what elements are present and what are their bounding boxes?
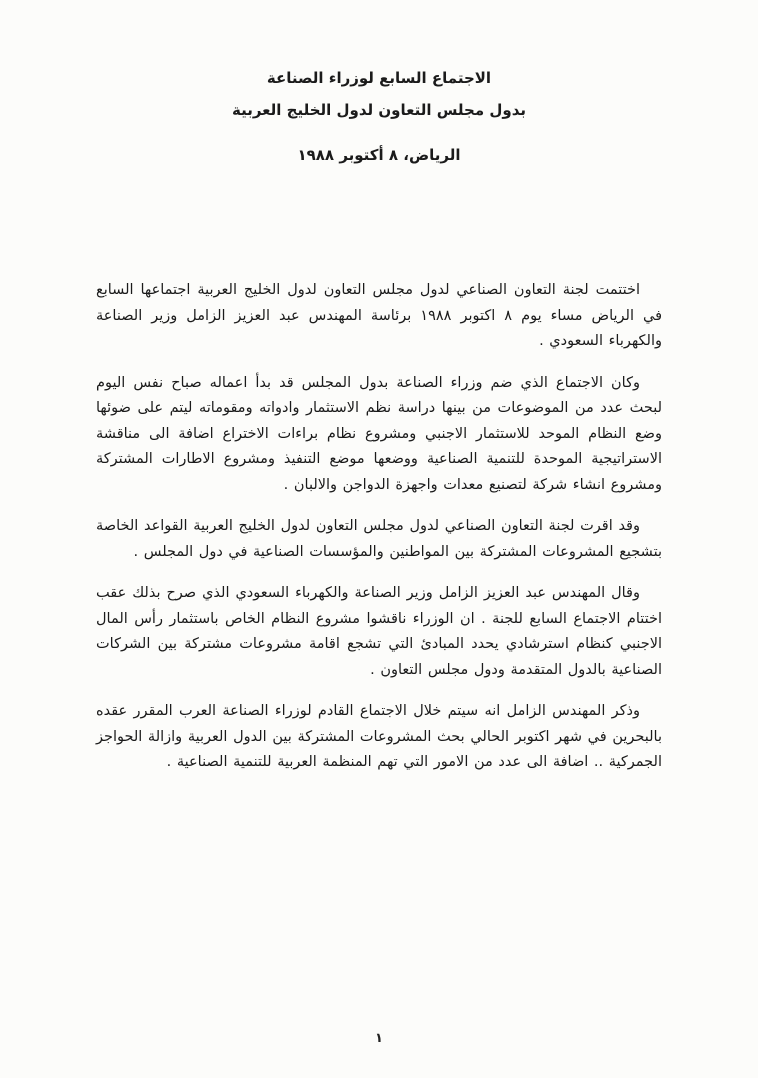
paragraph-3: وقد اقرت لجنة التعاون الصناعي لدول مجلس التعاون لدول الخليج العربية القواعد الخاصة بتشجيع المشروعات المشتركة بين المواطنين والمؤسسات الصناعية في دول المجلس . — [96, 518, 662, 560]
document-dateline: الرياض، ٨ أكتوبر ١٩٨٨ — [297, 146, 461, 164]
document-title-line2: بدول مجلس التعاون لدول الخليج العربية — [232, 101, 526, 119]
paragraph-2: وكان الاجتماع الذي ضم وزراء الصناعة بدول المجلس قد بدأ اعماله صباح نفس اليوم لبحث عدد من الموضوعات من بينها دراسة نظم الاستثمار وادواته ومقوماته ليتم على ضوئها وضع النظام الموحد للاستثمار الاجنبي ومشروع نظام براءات الاختراع اضافة الى مناقشة الاستراتيجية الموحدة للتنمية الصناعية ووضعها موضع التنفيذ ومشروع الاطارات المشتركة ومشروع انشاء شركة لتصنيع معدات واجهزة الدواجن والالبان . — [96, 374, 662, 493]
document-body — [0, 278, 758, 776]
document-footer — [0, 1027, 758, 1046]
document-title-line1: الاجتماع السابع لوزراء الصناعة — [266, 69, 492, 87]
paragraph-1: اختتمت لجنة التعاون الصناعي لدول مجلس التعاون لدول الخليج العربية اجتماعها السابع في الرياض مساء يوم ٨ اكتوبر ١٩٨٨ برئاسة المهندس عبد العزيز الزامل وزير الصناعة والكهرباء السعودي . — [96, 282, 663, 349]
paragraph-4: وقال المهندس عبد العزيز الزامل وزير الصناعة والكهرباء السعودي الذي صرح بذلك عقب اختتام الاجتماع السابع للجنة . ان الوزراء ناقشوا مشروع النظام الخاص باستثمار رأس المال الاجنبي كنظام استرشادي يحدد المبادئ التي تشجع اقامة مشروعات مشتركة بين الشركات الصناعية بالدول المتقدمة ودول مجلس التعاون . — [96, 585, 662, 678]
page-number: ١ — [375, 1031, 383, 1046]
document-header — [0, 0, 758, 166]
paragraph-5: وذكر المهندس الزامل انه سيتم خلال الاجتماع القادم لوزراء الصناعة العرب المقرر عقده بالبحرين في شهر اكتوبر الحالي بحث المشروعات المشتركة بين الدول العربية وازالة الحواجز الجمركية .. اضافة الى عدد من الامور التي تهم المنظمة العربية للتنمية الصناعية . — [96, 703, 662, 770]
